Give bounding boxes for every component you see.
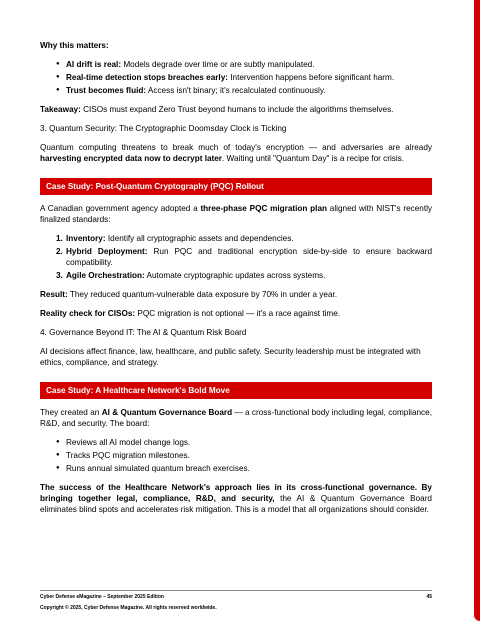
page-edge-accent <box>474 0 480 621</box>
list-item: 3. Agile Orchestration: Automate cryptographic updates across systems. <box>56 271 326 280</box>
footer-copyright: Copyright © 2025, Cyber Defense Magazine. All rights reserved worldwide. <box>40 605 217 611</box>
why-list <box>40 59 432 96</box>
takeaway-paragraph: Takeaway: CISOs must expand Zero Trust beyond humans to include the algorithms themselves. <box>40 105 394 114</box>
case-study-2-intro: They created an AI & Quantum Governance Board — a cross-functional body including legal, compliance, R&D, and security. The board: <box>40 408 432 428</box>
section-4-paragraph: AI decisions affect finance, law, healthcare, and public safety. Security leadership must be integrated with ethics, compliance, and strategy. <box>40 347 421 367</box>
list-item: ● Real-time detection stops breaches early: Intervention happens before significant harm. <box>40 72 432 83</box>
article-body <box>40 40 432 523</box>
list-item: ● Trust becomes fluid: Access isn't binary; it's recalculated continuously. <box>40 85 432 96</box>
board-duties-list <box>40 437 432 474</box>
section-3-title: 3. Quantum Security: The Cryptographic Doomsday Clock is Ticking <box>40 124 287 133</box>
page-number: 45 <box>426 594 432 600</box>
why-heading: Why this matters: <box>40 41 109 50</box>
case-study-1-intro: A Canadian government agency adopted a three-phase PQC migration plan aligned with NIST's recently finalized standards: <box>40 204 433 224</box>
section-4-title: 4. Governance Beyond IT: The AI & Quantum Risk Board <box>40 328 247 337</box>
reality-check-paragraph: Reality check for CISOs: PQC migration is not optional — it's a race against time. <box>40 309 341 318</box>
section-3-paragraph: Quantum computing threatens to break much of today's encryption — and adversaries are already harvesting encrypted data now to decrypt later. Waiting until "Quantum Day" is a recipe for crisis. <box>40 143 432 163</box>
case-study-2-banner: Case Study: A Healthcare Network's Bold Move <box>40 382 432 399</box>
pqc-steps-list <box>40 233 432 281</box>
list-item: ● Tracks PQC migration milestones. <box>40 450 432 461</box>
list-item: 1. Inventory: Identify all cryptographic assets and dependencies. <box>56 234 294 243</box>
list-item: 2. Hybrid Deployment: Run PQC and traditional encryption side-by-side to ensure backward compatibility. <box>56 247 432 267</box>
case-study-1-banner: Case Study: Post-Quantum Cryptography (PQC) Rollout <box>40 178 432 195</box>
closing-paragraph: The success of the Healthcare Network's approach lies in its cross-functional governance. By bringing together legal, compliance, R&D, and security, the AI & Quantum Governance Board eliminates blind spots and accelerates risk mitigation. This is a model that all organizations should consider. <box>40 483 432 514</box>
list-item: ● AI drift is real: Models degrade over time or are subtly manipulated. <box>40 59 432 70</box>
page-footer <box>40 590 432 611</box>
footer-edition: Cyber Defense eMagazine – September 2025 Edition <box>40 594 164 600</box>
list-item: ● Reviews all AI model change logs. <box>40 437 432 448</box>
result-paragraph: Result: They reduced quantum-vulnerable data exposure by 70% in under a year. <box>40 290 338 299</box>
list-item: ● Runs annual simulated quantum breach exercises. <box>40 463 432 474</box>
footer-divider <box>40 590 432 591</box>
